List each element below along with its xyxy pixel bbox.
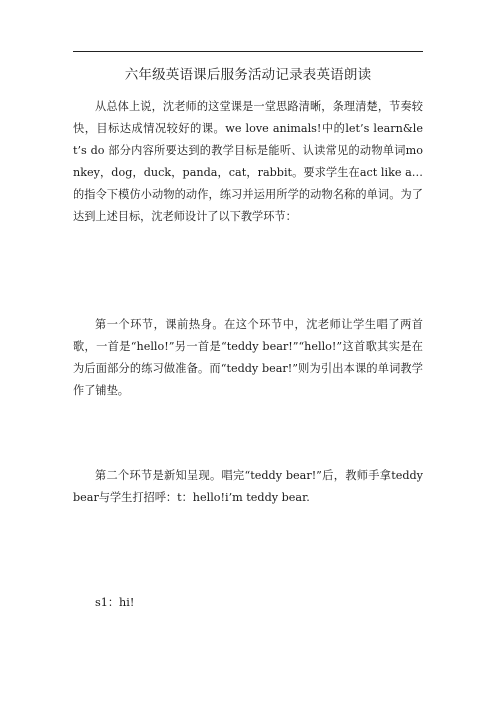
paragraph-warmup: 第一个环节，课前热身。在这个环节中，沈老师让学生唱了两首歌，一首是“hello!”另一首是“teddy bear!”“hello!”这首歌其实是在为后面部分的练习做准备。而“teddy bear!”则为引出本课的单词教学作了铺垫。 <box>73 318 423 397</box>
paragraph-overview: 从总体上说，沈老师的这堂课是一堂思路清晰，条理清楚，节奏较快，目标达成情况较好的课。we love animals!中的let’s learn&let’s do 部分内容所要达到的教学目标是能听、认读常见的动物单词monkey，dog，duck，panda，cat，rabbit。要求学生在act like a…的指令下模仿小动物的动作，练习并运用所学的动物名称的单词。为了达到上述目标，沈老师设计了以下教学环节： <box>73 100 423 223</box>
paragraph-dialogue: s1：hi! <box>95 596 135 609</box>
paragraph-presentation: 第二个环节是新知呈现。唱完“teddy bear!”后，教师手拿teddy bear与学生打招呼：t：hello!i’m teddy bear. <box>73 469 423 504</box>
document-title: 六年级英语课后服务活动记录表英语朗读 <box>124 67 372 83</box>
header-rule <box>73 51 423 52</box>
